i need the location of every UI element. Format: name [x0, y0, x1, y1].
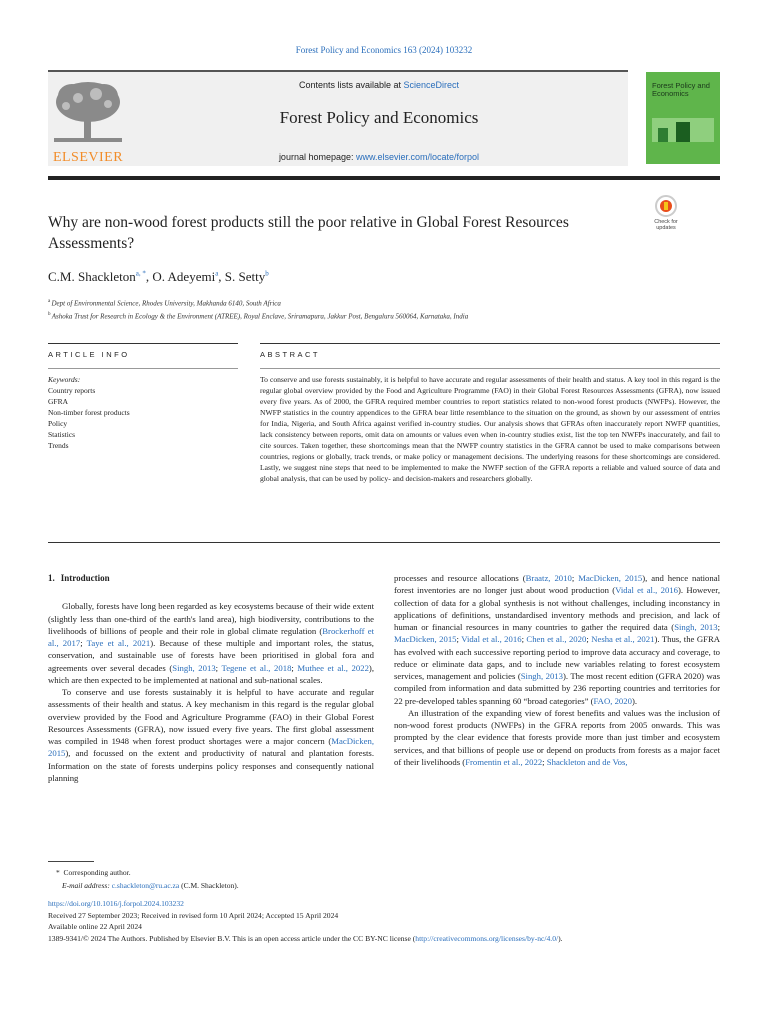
contents-line: [130, 80, 628, 90]
keyword-item: GFRA: [48, 397, 69, 406]
author-email-link[interactable]: c.shackleton@ru.ac.za: [111, 881, 180, 890]
citation-link[interactable]: MacDicken, 2015: [394, 634, 457, 645]
affiliation-text: Dept of Environmental Science, Rhodes University, Makhanda 6140, South Africa: [51, 299, 281, 308]
abstract-text: To conserve and use forests sustainably, it is helpful to have accurate and regular assessments of their health and status. A key tool in this regard is the regular global overview provided by the Food and Agriculture Programme (FAO) in their Global Forest Resources Assessments (GFRA), now issued every five years. As of 2000, the GFRA required member countries to report statistics related to non-wood forest products (NWFPs). However, the NWFP statistics in the country appendices to the GFRA bear little resemblance to the situation on the ground, as shown by our assessment of entries for India, Nigeria, and South Africa against verified in-country studies. Our analysis shows that GFRAs often inaccurately report NWFP quantities, lack consistency between reports, omit data on amounts or values even when in-country studies exist, list the top ten NWFPs inaccurately, and fail to cite sources. Taken together, these shortcomings mean that the NWFP country statistics in the GFRA cannot be used to make comparisons between countries, regions or globally, track trends, or make policy or management decisions. The underlying reasons for these shortcomings are considered. Lastly, we suggest nine steps that need to be implemented to make the NWFP section of the GFRA reports a reliable and valued source of data and global analysis, that can be used by policy- and decision-makers and researchers globally.: [260, 375, 720, 483]
doi-link[interactable]: https://doi.org/10.1016/j.forpol.2024.103232: [48, 899, 184, 908]
keyword-item: Non-timber forest products: [48, 408, 130, 417]
body-paragraph: [48, 600, 374, 686]
article-info-rule-lower: [48, 368, 238, 369]
citation-link[interactable]: FAO, 2020: [593, 695, 632, 706]
affiliation-line: [48, 296, 728, 309]
article-info-heading: ARTICLE INFO: [48, 350, 130, 359]
paragraph-text: ;: [291, 662, 298, 673]
sciencedirect-link[interactable]: ScienceDirect: [403, 80, 460, 90]
body-paragraph: [48, 686, 374, 784]
keyword-item: Trends: [48, 441, 69, 450]
paragraph-text: ), and focussed on the extent and productivity of natural and plantation forests. Information on the state of forests underpins policy responses and consequently national planning: [48, 748, 374, 783]
citation-link[interactable]: Braatz, 2010: [525, 573, 572, 583]
corresponding-author-note: [56, 866, 456, 879]
email-suffix: (C.M. Shackleton).: [179, 881, 239, 890]
license-prefix: 1389-9341/© 2024 The Authors. Published by Elsevier B.V. This is an open access article under the CC BY-NC license (: [48, 933, 416, 943]
citation-link[interactable]: Chen et al., 2020: [526, 634, 587, 645]
paragraph-text: ;: [717, 622, 721, 632]
elsevier-wordmark: ELSEVIER: [52, 150, 124, 165]
running-citation[interactable]: Forest Policy and Economics 163 (2024) 103232: [295, 45, 473, 55]
citation-link[interactable]: Vidal et al., 2016: [461, 634, 522, 645]
author-affiliation-marker[interactable]: a, *: [135, 269, 146, 278]
license-link[interactable]: http://creativecommons.org/licenses/by-nc/4.0/: [415, 933, 559, 943]
author-name[interactable]: C.M. Shackleton: [48, 269, 136, 284]
body-paragraph: [394, 572, 720, 707]
paragraph-text: An illustration of the expanding view of forest benefits and values was the inclusion of non-wood forest products (NWFPs) in the GFRA reports from 2005 onwards. This was prompted by the clear evidence that forests provide more than just timber and ecosystem services, and that billions of people use or depend on products from forests as a major facet of their livelihoods (: [394, 707, 720, 767]
paragraph-text: To conserve and use forests sustainably it is helpful to have accurate and regular assessments of their health and status. A key mechanism in this regard is the regular global overview provided by the Food and Agriculture Programme (FAO) in their Global Forest Resources Assessments (GFRA), now issued every five years. The first global assessment was compiled in 1948 when forest product shortages were a major concern (: [48, 687, 374, 746]
email-label: E-mail address:: [62, 881, 110, 890]
keyword-item: Statistics: [48, 430, 76, 439]
affiliation-marker: b: [48, 312, 52, 318]
corresponding-label: Corresponding author.: [63, 868, 131, 877]
author-name[interactable]: S. Setty: [224, 269, 266, 284]
affiliation-line: [48, 309, 728, 322]
contents-prefix: Contents lists available at: [298, 80, 404, 90]
paragraph-text: ;: [542, 756, 547, 767]
keywords-label: Keywords:: [48, 375, 81, 384]
paragraph-text: ;: [521, 634, 527, 645]
author-separator: ,: [218, 269, 225, 284]
citation-link[interactable]: Taye et al., 2021: [86, 638, 151, 648]
citation-link[interactable]: Singh, 2013: [674, 622, 718, 632]
citation-link[interactable]: Vidal et al., 2016: [615, 585, 678, 596]
paragraph-text: ). Thus, the GFRA has evolved with each successive reporting period to improve data accuracy and coverage, to reduce or eliminate data gaps, and to include new variables relating to forest ecosystem services, management and policies (: [394, 634, 721, 681]
publication-info: [48, 898, 720, 944]
section-number: 1.: [48, 573, 55, 583]
section-heading: [48, 572, 374, 584]
keywords-block: [48, 374, 238, 451]
citation-link[interactable]: Shackleton and de Vos,: [546, 756, 628, 767]
affiliation-marker: a: [48, 299, 52, 304]
abstract-heading: ABSTRACT: [260, 350, 321, 359]
header-divider: [48, 176, 720, 180]
journal-title: Forest Policy and Economics: [279, 108, 479, 127]
body-paragraph: [394, 707, 720, 768]
author-affiliation-marker[interactable]: a: [215, 269, 219, 278]
left-paragraphs: [48, 600, 374, 784]
license-line: [48, 933, 720, 945]
paragraph-text: ;: [80, 638, 87, 648]
homepage-line: [130, 152, 628, 162]
citation-link[interactable]: MacDicken, 2015: [578, 573, 643, 583]
license-suffix: ).: [558, 933, 563, 943]
abstract-end-rule: [48, 542, 720, 543]
paragraph-text: ).: [631, 695, 638, 706]
author-separator: ,: [145, 269, 153, 284]
section-title: Introduction: [60, 573, 110, 583]
affiliation-text: Ashoka Trust for Research in Ecology & the Environment (ATREE), Royal Enclave, Sriramapura, Jakkur Post, Bengaluru 560064, Karnataka, India: [51, 312, 469, 321]
article-info-rule: [48, 343, 238, 344]
cover-artwork: [652, 118, 714, 142]
cover-title: Forest Policy and Economics: [652, 81, 710, 98]
keyword-list: [48, 385, 238, 451]
footnote-asterisk: *: [56, 868, 64, 877]
received-dates: Received 27 September 2023; Received in revised form 10 April 2024; Accepted 15 April 2024: [48, 910, 339, 920]
paragraph-text: ). Because of these multiple and important roles, the status, conservation, and sustainable use of forests have been prioritised in global fora and agreements over several decades (: [48, 638, 374, 673]
right-paragraphs: [394, 572, 720, 768]
article-title: Why are non-wood forest products still the poor relative in Global Forest Resources Assessments?: [48, 214, 569, 252]
paragraph-text: ;: [215, 662, 222, 673]
check-updates-label: Check for updates: [654, 219, 678, 231]
citation-link[interactable]: Nesha et al., 2021: [591, 634, 655, 645]
keyword-item: Country reports: [48, 386, 96, 395]
paragraph-text: ;: [571, 573, 579, 583]
paragraph-text: ;: [586, 634, 592, 645]
paragraph-text: Globally, forests have long been regarded as key ecosystems because of their wide extent (slightly less than one-third of the earth's land area), high biodiversity, contributions to the livelihoods of billions of people and their role in global climate regulation (: [48, 601, 374, 636]
citation-link[interactable]: Singh, 2013: [172, 662, 216, 673]
journal-homepage-link[interactable]: www.elsevier.com/locate/forpol: [356, 152, 480, 162]
citation-link[interactable]: Tegene et al., 2018: [221, 662, 292, 673]
paragraph-text: ), and hence national forest inventories are no longer just about wood production (: [394, 573, 721, 596]
abstract-rule: [260, 343, 720, 344]
check-for-updates-button[interactable]: [648, 195, 684, 231]
paragraph-text: processes and resource allocations (: [394, 573, 526, 583]
footnote-rule: [48, 861, 94, 862]
paragraph-text: ;: [456, 634, 462, 645]
abstract-rule-lower: [260, 368, 720, 369]
footnotes: [56, 866, 456, 892]
check-updates-icon: [655, 195, 677, 217]
citation-link[interactable]: Muthee et al., 2022: [297, 662, 369, 673]
available-online: Available online 22 April 2024: [48, 922, 142, 932]
paragraph-text: ), which are then expected to be implemented at national and sub-national scales.: [48, 662, 374, 685]
keyword-item: Policy: [48, 419, 68, 428]
citation-link[interactable]: Brockerhoff et al., 2017: [48, 625, 374, 648]
author-affiliation-marker[interactable]: b: [265, 269, 269, 278]
email-note: [56, 879, 456, 892]
journal-cover-thumbnail[interactable]: [646, 72, 720, 164]
author-name[interactable]: O. Adeyemi: [152, 269, 216, 284]
body-column-right: [394, 572, 720, 768]
paragraph-text: ). The most recent edition (GFRA 2020) was compiled from information and data submitted by 236 reporting countries and territories for 22 pre-developed tables spanning 60 “broad categories” (: [394, 671, 721, 706]
citation-link[interactable]: Singh, 2013: [520, 671, 563, 681]
affiliations: [48, 296, 728, 323]
citation-link[interactable]: MacDicken, 2015: [48, 736, 374, 759]
homepage-prefix: journal homepage:: [278, 152, 356, 162]
paragraph-text: ). However, collection of data for a global synthesis is not without challenges, including inconstancy in applications of definitions, unstandardised inventory methods and precision, and lack of human or financial resources in many countries to gather the required data (: [394, 585, 720, 632]
citation-link[interactable]: Fromentin et al., 2022: [465, 756, 543, 767]
author-list: [48, 269, 648, 285]
body-column-left: [48, 572, 374, 784]
